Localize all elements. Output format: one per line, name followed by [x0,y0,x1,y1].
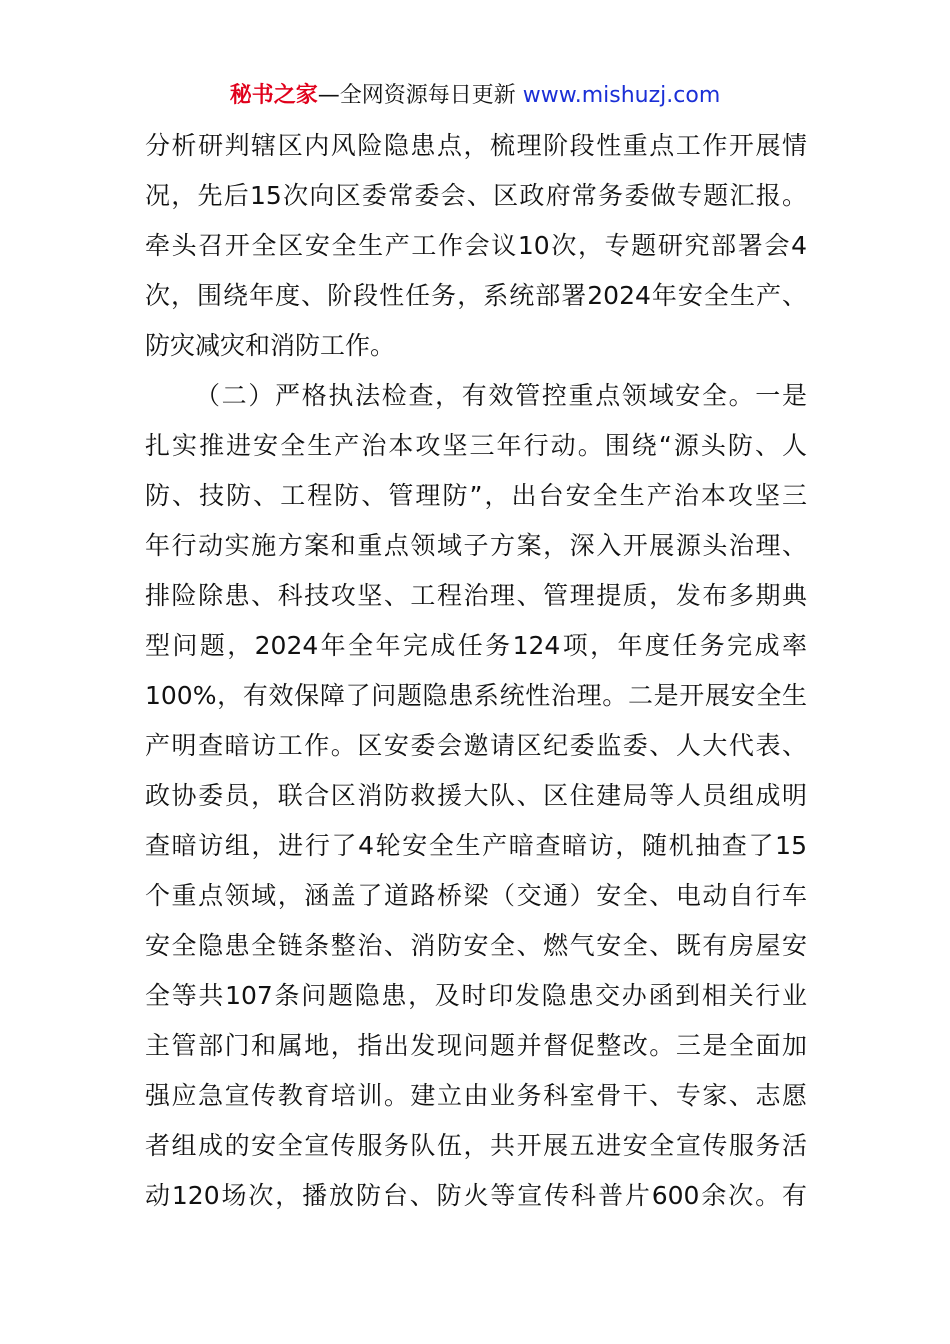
document-line: 100%，有效保障了问题隐患系统性治理。二是开展安全生 [145,681,807,710]
document-line: 牵头召开全区安全生产工作会议10次，专题研究部署会4 [145,231,807,260]
document-line: 者组成的安全宣传服务队伍，共开展五进安全宣传服务活 [145,1131,807,1160]
document-line: 况，先后15次向区委常委会、区政府常务委做专题汇报。 [145,181,807,210]
document-line: 防、技防、工程防、管理防”，出台安全生产治本攻坚三 [145,481,807,510]
document-line: 分析研判辖区内风险隐患点，梳理阶段性重点工作开展情 [145,131,807,160]
document-line: 排险除患、科技攻坚、工程治理、管理提质，发布多期典 [145,581,807,610]
document-line: 个重点领域，涵盖了道路桥梁（交通）安全、电动自行车 [145,881,807,910]
document-line: 扎实推进安全生产治本攻坚三年行动。围绕“源头防、人 [145,431,807,460]
document-line: 政协委员，联合区消防救援大队、区住建局等人员组成明 [145,781,807,810]
document-line: 全等共107条问题隐患，及时印发隐患交办函到相关行业 [145,981,807,1010]
section-heading-line: （二）严格执法检查，有效管控重点领域安全。一是 [195,381,807,410]
document-line: 型问题，2024年全年完成任务124项，年度任务完成率 [145,631,807,660]
site-brand: 秘书之家 [229,83,318,108]
site-tagline: —全网资源每日更新 [317,83,516,108]
document-line: 动120场次，播放防台、防火等宣传科普片600余次。有 [145,1181,807,1210]
document-line: 主管部门和属地，指出发现问题并督促整改。三是全面加 [145,1031,807,1060]
document-line: 产明查暗访工作。区安委会邀请区纪委监委、人大代表、 [145,731,807,760]
site-url-link[interactable]: www.mishuzj.com [522,83,721,108]
document-line: 次，围绕年度、阶段性任务，系统部署2024年安全生产、 [145,281,807,310]
document-line: 安全隐患全链条整治、消防安全、燃气安全、既有房屋安 [145,931,807,960]
document-line: 查暗访组，进行了4轮安全生产暗查暗访，随机抽查了15 [145,831,807,860]
site-header [0,80,950,112]
document-line: 强应急宣传教育培训。建立由业务科室骨干、专家、志愿 [145,1081,807,1110]
document-line: 防灾减灾和消防工作。 [145,331,396,360]
document-line: 年行动实施方案和重点领域子方案，深入开展源头治理、 [145,531,807,560]
